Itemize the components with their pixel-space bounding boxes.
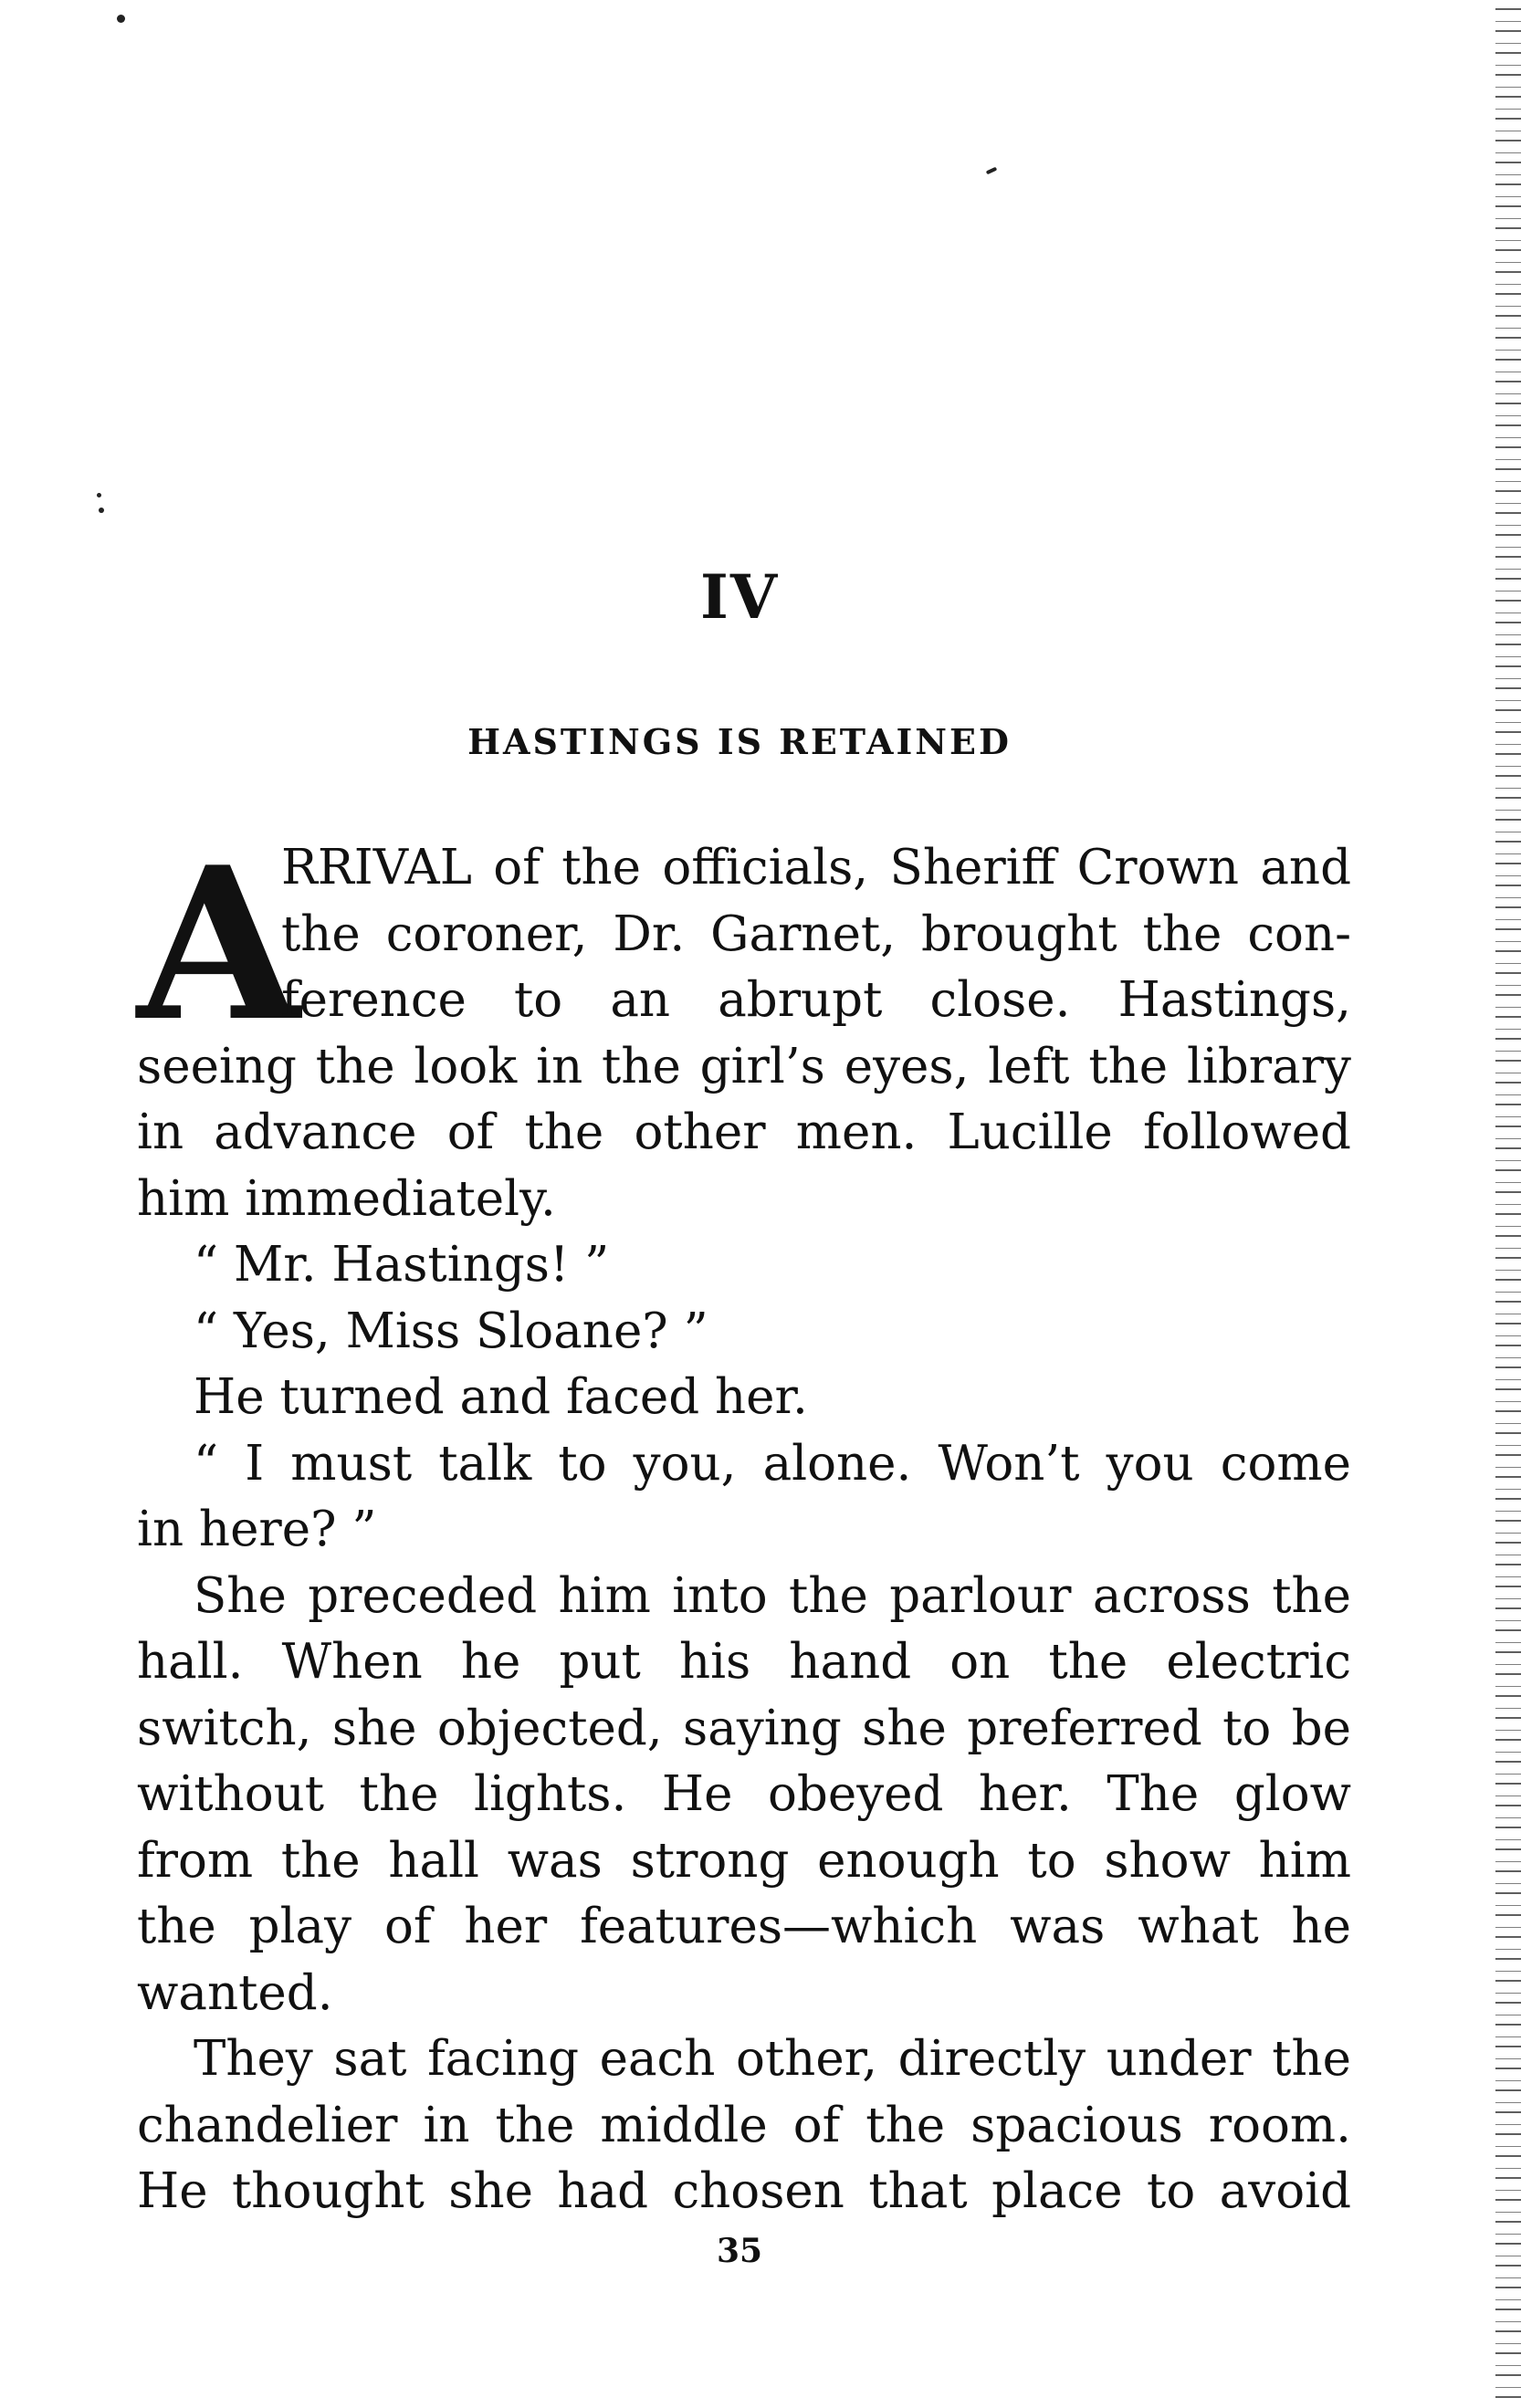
dialogue-line: “ Yes, Miss Sloane? ” [194,1303,708,1359]
paragraph-line: chandelier in the middle of the spacious room. [137,2097,1351,2153]
paragraph-line: RRIVAL of the officials, Sheriff Crown and [281,840,1351,895]
paragraph-line: They sat facing each other, directly under the [194,2031,1351,2087]
ink-speck [986,167,998,175]
drop-cap-letter: A [137,822,300,1068]
dialogue-line: “ Mr. Hastings! ” [194,1237,610,1293]
paragraph-line: seeing the look in the girl’s eyes, left the library [137,1038,1351,1094]
paragraph-line: ference to an abrupt close. Hastings, [281,972,1351,1028]
paragraph-line: hall. When he put his hand on the electric [137,1634,1351,1690]
body-text [137,822,1351,2225]
paragraph-line: She preceded him into the parlour across the [194,1567,1351,1624]
page-number: 35 [716,2232,763,2270]
paragraph-line: wanted. [137,1964,333,2021]
paragraph-line: switch, she objected, saying she preferred to be [137,1700,1351,1756]
ink-speck [99,508,104,513]
paragraph-line: the play of her features—which was what he [137,1899,1351,1954]
paragraph-line: without the lights. He obeyed her. The glow [137,1766,1351,1822]
paragraph-line: from the hall was strong enough to show him [137,1832,1351,1889]
paragraph-line: him immediately. [137,1170,556,1227]
chapter-number: IV [699,561,780,633]
paragraph-line: “ I must talk to you, alone. Won’t you come [194,1435,1351,1492]
chapter-title: HASTINGS IS RETAINED [467,721,1012,762]
paragraph-line: He thought she had chosen that place to avoid [137,2163,1351,2219]
paragraph-line: the coroner, Dr. Garnet, brought the con- [281,906,1351,962]
paragraph-line: in here? ” [137,1502,377,1557]
dialogue-line: He turned and faced her. [194,1369,808,1425]
paragraph-line: in advance of the other men. Lucille followed [137,1105,1351,1160]
ink-speck [97,493,101,497]
scanned-page-edge [1495,0,1521,2408]
ink-speck [117,15,125,23]
